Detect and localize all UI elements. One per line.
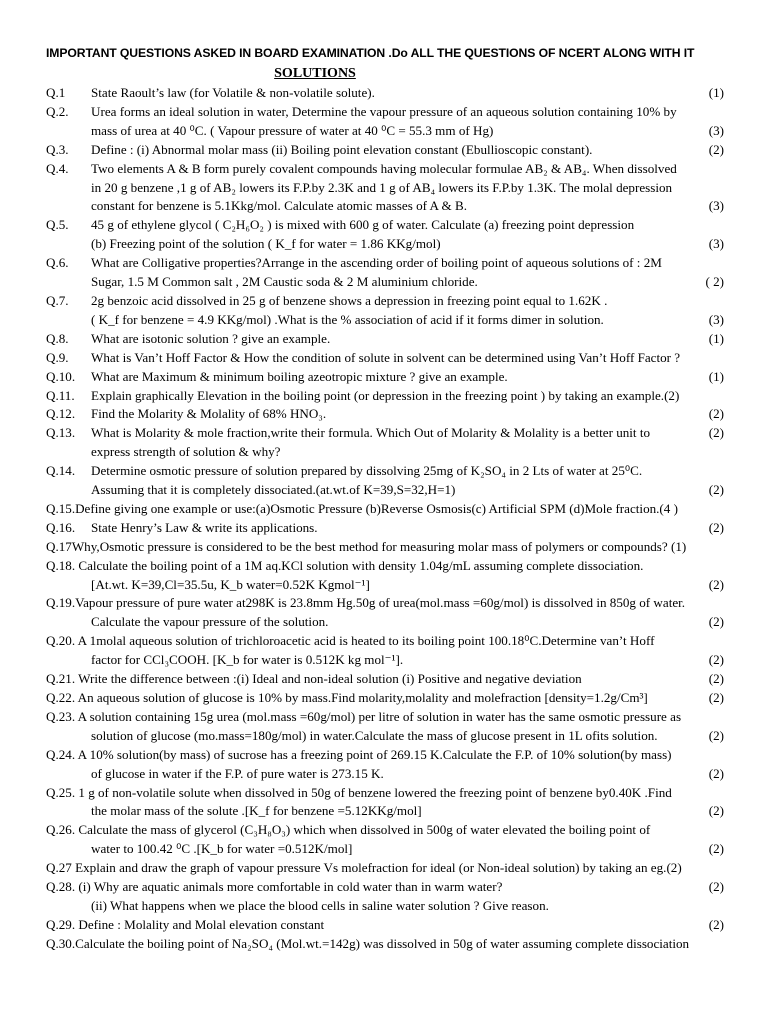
section-title: SOLUTIONS [274, 66, 356, 81]
question-text-line: Q.27 Explain and draw the graph of vapour pressure Vs molefraction for ideal (or Non-ideal solution) by taking an eg.(2) [46, 860, 682, 876]
question-item [0, 670, 768, 689]
question-text-line: ( K_f for benzene = 4.9 KKg/mol) .What is the % association of acid if it forms dimer in solution. (3) [91, 311, 724, 330]
question-marks: (2) [708, 519, 724, 535]
question-text-line: Define : (i) Abnormal molar mass (ii) Boiling point elevation constant (Ebullioscopic constant). (2) [91, 141, 724, 160]
question-text-line: [At.wt. K=39,Cl=35.5u, K_b water=0.52K Kgmol⁻¹] (2) [46, 576, 724, 595]
question-marks: (2) [708, 879, 724, 895]
question-marks: (2) [708, 482, 724, 498]
question-text-line: 2g benzoic acid dissolved in 25 g of benzene shows a depression in freezing point equal to 1.62K . [91, 292, 608, 308]
question-item [0, 84, 768, 103]
question-number: Q.16. [46, 519, 76, 535]
question-number: Q.9. [46, 349, 69, 365]
question-item [0, 462, 768, 500]
question-item [0, 292, 768, 330]
question-marks: (3) [708, 198, 724, 214]
question-text-line: Explain graphically Elevation in the boiling point (or depression in the freezing point ) by taking an example.(2) [91, 387, 680, 403]
question-item [0, 368, 768, 387]
question-text-line: (b) Freezing point of the solution ( K_f for water = 1.86 KKg/mol) (3) [91, 235, 724, 254]
question-text-line: State Raoult’s law (for Volatile & non-volatile solute). (1) [91, 84, 724, 103]
question-number: Q.4. [46, 160, 69, 176]
question-item [0, 859, 768, 878]
question-text-line: Assuming that it is completely dissociated.(at.wt.of K=39,S=32,H=1) (2) [91, 481, 724, 500]
question-marks: (2) [708, 141, 724, 157]
question-marks: (2) [708, 406, 724, 422]
question-item [0, 708, 768, 746]
question-text-line: water to 100.42 ⁰C .[K_b for water =0.512K/mol] (2) [46, 840, 724, 859]
question-number: Q.5. [46, 217, 69, 233]
question-item [0, 746, 768, 784]
question-marks: ( 2) [705, 274, 724, 290]
question-marks: (3) [708, 236, 724, 252]
question-item [0, 538, 768, 557]
question-text-line: Q.18. Calculate the boiling point of a 1M aq.KCl solution with density 1.04g/mL assuming complete dissociation. [46, 557, 644, 573]
question-text-line: constant for benzene is 5.1Kkg/mol. Calculate atomic masses of A & B. (3) [91, 197, 724, 216]
question-text-line: What is Van’t Hoff Factor & How the condition of solute in solvent can be determined using Van’t Hoff Factor ? [91, 349, 681, 365]
question-text-line: mass of urea at 40 ⁰C. ( Vapour pressure of water at 40 ⁰C = 55.3 mm of Hg) (3) [91, 122, 724, 141]
question-marks: (2) [708, 916, 724, 932]
question-text-line: Q.22. An aqueous solution of glucose is 10% by mass.Find molarity,molality and molefraction [density=1.2g/Cm³] (2) [46, 689, 724, 708]
question-text-line: What are Colligative properties?Arrange in the ascending order of boiling point of aqueous solutions of : 2M [91, 255, 662, 271]
question-text-line: Sugar, 1.5 M Common salt , 2M Caustic soda & 2 M aluminium chloride. ( 2) [91, 273, 724, 292]
question-text-line: What is Molarity & mole fraction,write their formula. Which Out of Molarity & Molality is a better unit to (2) [91, 424, 724, 443]
question-text-line: What are isotonic solution ? give an example. (1) [91, 330, 724, 349]
question-item [0, 916, 768, 935]
question-text-line: Calculate the vapour pressure of the solution. (2) [46, 613, 724, 632]
question-marks: (3) [708, 311, 724, 327]
question-item [0, 878, 768, 916]
question-item [0, 557, 768, 595]
question-number: Q.2. [46, 103, 69, 119]
question-text-line: Q.30.Calculate the boiling point of Na₂SO₄ (Mol.wt.=142g) was dissolved in 50g of water assuming complete dissociation [46, 935, 690, 951]
question-text-line: express strength of solution & why? [91, 444, 281, 460]
question-text-line: Q.19.Vapour pressure of pure water at298K is 23.8mm Hg.50g of urea(mol.mass =60g/mol) is dissolved in 850g of water. [46, 595, 686, 611]
question-item [0, 594, 768, 632]
question-text-line: Q.29. Define : Molality and Molal elevation constant (2) [46, 916, 724, 935]
question-text-line: Q.26. Calculate the mass of glycerol (C₃H₈O₃) which when dissolved in 500g of water elevated the boiling point of [46, 822, 651, 838]
question-text-line: (ii) What happens when we place the blood cells in saline water solution ? Give reason. [91, 897, 549, 913]
question-number: Q.7. [46, 292, 69, 308]
question-number: Q.8. [46, 330, 69, 346]
question-item [0, 160, 768, 217]
question-marks: (1) [708, 330, 724, 346]
question-text-line: Q.24. A 10% solution(by mass) of sucrose has a freezing point of 269.15 K.Calculate the F.P. of 10% solution(by mass) [46, 746, 672, 762]
question-marks: (1) [708, 368, 724, 384]
question-text-line: 45 g of ethylene glycol ( C₂H₆O₂ ) is mixed with 600 g of water. Calculate (a) freezing point depression [91, 217, 635, 233]
document-heading: IMPORTANT QUESTIONS ASKED IN BOARD EXAMINATION .Do ALL THE QUESTIONS OF NCERT ALONG WITH IT [46, 46, 695, 60]
question-text-line: of glucose in water if the F.P. of pure water is 273.15 K. (2) [46, 765, 724, 784]
question-item [0, 689, 768, 708]
question-item [0, 519, 768, 538]
question-item [0, 330, 768, 349]
question-item [0, 500, 768, 519]
question-text-line: Q.25. 1 g of non-volatile solute when dissolved in 50g of benzene lowered the freezing point of benzene by0.40K .Find [46, 784, 672, 800]
question-text-line: Q.21. Write the difference between :(i) Ideal and non-ideal solution (i) Positive and negative deviation (2) [46, 670, 724, 689]
question-marks: (2) [708, 425, 724, 441]
question-item [0, 387, 768, 406]
question-item [0, 632, 768, 670]
question-item [0, 141, 768, 160]
question-item [0, 103, 768, 141]
question-number: Q.3. [46, 141, 69, 157]
question-number: Q.12. [46, 406, 76, 422]
question-text-line: Urea forms an ideal solution in water, Determine the vapour pressure of an aqueous solution containing 10% by [91, 103, 677, 119]
question-text-line: What are Maximum & minimum boiling azeotropic mixture ? give an example. (1) [91, 368, 724, 387]
question-number: Q.1 [46, 85, 66, 100]
question-marks: (2) [708, 690, 724, 705]
question-number: Q.13. [46, 425, 76, 441]
question-marks: (2) [708, 841, 724, 857]
question-text-line: Find the Molarity & Molality of 68% HNO₃. (2) [91, 405, 724, 424]
question-marks: (2) [708, 614, 724, 630]
question-marks: (1) [708, 85, 724, 100]
question-text-line: Q.15.Define giving one example or use:(a)Osmotic Pressure (b)Reverse Osmosis(c) Artificial SPM (d)Mole fraction.(4 ) [46, 500, 678, 516]
question-text-line: Q.17Why,Osmotic pressure is considered to be the best method for measuring molar mass of polymers or compounds? (1) [46, 538, 687, 554]
question-marks: (2) [708, 671, 724, 687]
question-item [0, 254, 768, 292]
question-item [0, 424, 768, 462]
question-text-line: solution of glucose (mo.mass=180g/mol) in water.Calculate the mass of glucose present in 1L ofits solution. (2) [46, 727, 724, 746]
question-number: Q.6. [46, 255, 69, 271]
question-item [0, 216, 768, 254]
question-number: Q.11. [46, 387, 75, 403]
question-text-line: State Henry’s Law & write its applications. (2) [91, 519, 724, 538]
question-marks: (2) [708, 765, 724, 781]
question-item [0, 935, 768, 954]
question-text-line: Determine osmotic pressure of solution prepared by dissolving 25mg of K₂SO₄ in 2 Lts of water at 25⁰C. [91, 463, 643, 479]
question-text-line: the molar mass of the solute .[K_f for benzene =5.12KKg/mol] (2) [46, 802, 724, 821]
question-item [0, 784, 768, 822]
question-marks: (3) [708, 122, 724, 138]
question-list [0, 84, 768, 954]
question-number: Q.14. [46, 463, 76, 479]
question-text-line: Two elements A & B form purely covalent compounds having molecular formulae AB₂ & AB₄. When dissolved [91, 160, 677, 176]
question-marks: (2) [708, 576, 724, 592]
question-item [0, 405, 768, 424]
question-marks: (2) [708, 727, 724, 743]
question-text-line: Q.23. A solution containing 15g urea (mol.mass =60g/mol) per litre of solution in water has the same osmotic pressure as [46, 708, 682, 724]
question-text-line: Q.28. (i) Why are aquatic animals more comfortable in cold water than in warm water? (2) [46, 878, 724, 897]
question-number: Q.10. [46, 368, 76, 384]
question-marks: (2) [708, 652, 724, 668]
question-item [0, 349, 768, 368]
question-text-line: in 20 g benzene ,1 g of AB₂ lowers its F.P.by 2.3K and 1 g of AB₄ lowers its F.P.by 1.3K. The molal depression [91, 179, 673, 195]
question-text-line: Q.20. A 1molal aqueous solution of trichloroacetic acid is heated to its boiling point 100.18⁰C.Determine van’t Hoff [46, 633, 655, 649]
question-marks: (2) [708, 803, 724, 819]
question-item [0, 821, 768, 859]
question-text-line: factor for CCl₃COOH. [K_b for water is 0.512K kg mol⁻¹]. (2) [46, 651, 724, 670]
